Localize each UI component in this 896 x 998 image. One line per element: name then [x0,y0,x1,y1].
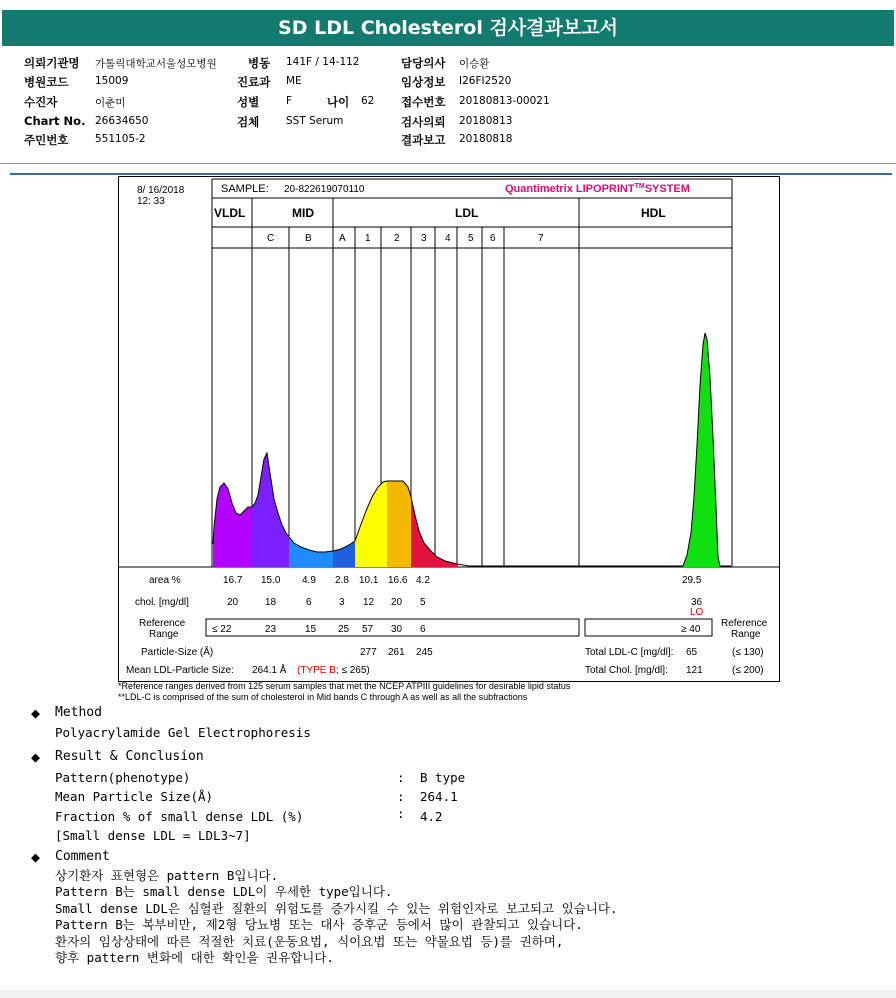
info-value: 20180813 [459,115,513,127]
info-value: 이승환 [459,58,490,70]
total-ldlc-value: 65 [686,647,698,658]
ldl3-peak [411,497,457,567]
info-value: 551105-2 [95,133,146,145]
section-title: Result & Conclusion [55,749,204,764]
chol-value: 3 [339,597,345,608]
band-label: 2 [394,233,400,244]
total-chol-label: Total Chol. [mg/dl]: [585,665,668,676]
chol-label: chol. [mg/dl] [135,597,189,608]
diamond-icon: ◆ [31,848,41,866]
ref-value: 25 [338,624,350,635]
band-label: A [339,233,346,244]
info-value: 가톨릭대학교서울성모병원 [95,58,217,70]
ref-value: 30 [391,624,403,635]
info-value: I26FI2520 [459,75,512,87]
area-value: 15.0 [261,575,281,586]
info-value: F [286,95,293,107]
comment-line: 환자의 임상상태에 따른 적절한 치료(운동요법, 식이요법 또는 약물요법 등)를 권하며, [55,934,564,949]
chol-value: 20 [391,597,403,608]
info-label: 주민번호 [24,133,69,147]
colon: : [397,806,405,821]
result-note: [Small dense LDL = LDL3~7] [55,828,251,843]
band-label: 3 [421,233,427,244]
info-value: 20180813-00021 [459,95,550,107]
info-label: 수진자 [24,95,58,109]
area-value: 16.6 [388,575,408,586]
band-label: 5 [468,233,474,244]
section-title: Comment [55,849,110,864]
ref-value: 23 [265,624,277,635]
info-label: 결과보고 [401,133,446,147]
area-value: 4.9 [302,575,316,586]
group-label-vldl: VLDL [214,206,246,220]
total-chol-ref: (≤ 200) [732,665,764,676]
psize-label: Particle-Size (Å) [141,647,214,658]
area-value: 2.8 [335,575,349,586]
area-value: 4.2 [416,575,430,586]
comment-line: Pattern B는 복부비만, 제2형 당뇨병 또는 대사 증후군 등에서 많이 관찰되고 있습니다. [55,917,583,932]
diamond-icon: ◆ [31,748,41,766]
group-label-mid: MID [292,206,314,220]
band-label: B [305,233,312,244]
band-label: 1 [365,233,371,244]
info-label: 임상정보 [401,75,446,89]
total-chol-value: 121 [686,665,703,676]
chol-hdl-value: 36 [691,597,703,608]
footnote: *Reference ranges derived from 125 serum samples that met the NCEP ATPIII guidelines for desirable lipid status [118,681,571,691]
section-result [31,748,204,766]
band-label: C [267,233,275,244]
mid-c-peak [252,453,289,567]
ref-value: ≤ 22 [212,624,232,635]
info-label: 의뢰기관명 [24,56,80,70]
ref-right-line1: Reference [721,618,768,629]
sample-id: 20-822619070110 [284,184,365,195]
chol-value: 18 [265,597,277,608]
area-value: 16.7 [223,575,243,586]
info-label: 성별 [237,95,260,109]
ref-right-line2: Range [731,629,761,640]
chol-value: 5 [420,597,426,608]
info-value: 26634650 [95,115,149,127]
method-text: Polyacrylamide Gel Electrophoresis [55,725,311,740]
result-key: Pattern(phenotype) [55,770,191,785]
psize-value: 261 [388,647,405,658]
lipoprint-chart [119,177,779,681]
info-value: SST Serum [286,115,344,127]
info-label: 진료과 [237,75,271,89]
ref-value: 15 [305,624,317,635]
info-label: 병원코드 [24,75,69,89]
area-value: 10.1 [359,575,379,586]
total-ldlc-ref: (≤ 130) [732,647,764,658]
total-ldlc-label: Total LDL-C [mg/dl]: [585,647,674,658]
result-key: Fraction % of small dense LDL (%) [55,809,304,824]
group-label-ldl: LDL [455,206,479,220]
info-label: 나이 [327,95,350,109]
colon: : [397,789,405,804]
mean-type: (TYPE B; ≤ 265) [297,665,370,676]
psize-value: 245 [416,647,433,658]
divider [0,163,896,164]
ldl1-peak [355,481,387,567]
mean-size-value: 264.1 Å [252,665,287,676]
info-label: Chart No. [24,114,86,128]
info-label: 담당의사 [401,56,446,70]
ref-hdl-value: ≥ 40 [681,624,701,635]
info-value: ME [286,75,302,87]
mid-a-peak [333,541,355,567]
mean-size-label: Mean LDL-Particle Size: [126,665,234,676]
chol-value: 12 [363,597,375,608]
info-value: 62 [361,95,375,107]
section-comment [31,848,110,866]
chol-value: 6 [306,597,312,608]
ldl2-peak [387,481,411,567]
vldl-peak [213,483,252,567]
brand-name: Quantimetrix LIPOPRINT™SYSTEM [505,183,690,195]
band-label: 7 [538,233,544,244]
sample-label: SAMPLE: [221,183,269,195]
page-title: SD LDL Cholesterol 검사결과보고서 [2,10,894,46]
info-label: 검사의뢰 [401,115,446,129]
report-date: 8/ 16/2018 [137,185,185,196]
area-hdl-value: 29.5 [682,575,702,586]
psize-value: 277 [360,647,377,658]
report-time: 12: 33 [137,196,165,207]
patient-info [0,52,896,152]
profile-outline [213,333,731,566]
group-label-hdl: HDL [641,206,666,220]
band-label: 6 [490,233,496,244]
band-label: 4 [445,233,451,244]
colon: : [397,770,405,785]
info-label: 접수번호 [401,95,446,109]
info-value: 이춘미 [95,97,126,109]
info-value: 141F / 14-112 [286,56,360,68]
comment-line: Small dense LDL은 심혈관 질환의 위험도를 증가시킬 수 있는 위험인자로 보고되고 있습니다. [55,901,618,916]
ref-label-line2: Range [149,629,179,640]
diamond-icon: ◆ [31,704,41,722]
comment-line: 향후 pattern 변화에 대한 확인을 권유합니다. [55,950,334,965]
result-key: Mean Particle Size(Å) [55,789,214,804]
info-value: 20180818 [459,133,513,145]
lipoprint-report [118,176,780,682]
ref-value: 6 [420,624,426,635]
comment-line: Pattern B는 small dense LDL이 우세한 type입니다. [55,884,393,899]
divider [10,173,892,175]
result-value: 264.1 [420,789,458,804]
info-label: 병동 [248,56,271,70]
chol-value: 20 [227,597,239,608]
info-label: 검체 [237,115,260,129]
section-method [31,704,102,722]
ref-value: 57 [362,624,374,635]
chol-hdl-flag: LO [690,607,704,618]
footnote: **LDL-C is comprised of the sum of cholesterol in Mid bands C through A as well as all the subfractions [118,692,528,702]
area-label: area % [149,575,181,586]
result-value: 4.2 [420,809,443,824]
ref-label-line1: Reference [139,618,186,629]
info-value: 15009 [95,75,129,87]
section-title: Method [55,705,102,720]
comment-line: 상기환자 표현형은 pattern B입니다. [55,868,279,883]
result-value: B type [420,770,466,785]
